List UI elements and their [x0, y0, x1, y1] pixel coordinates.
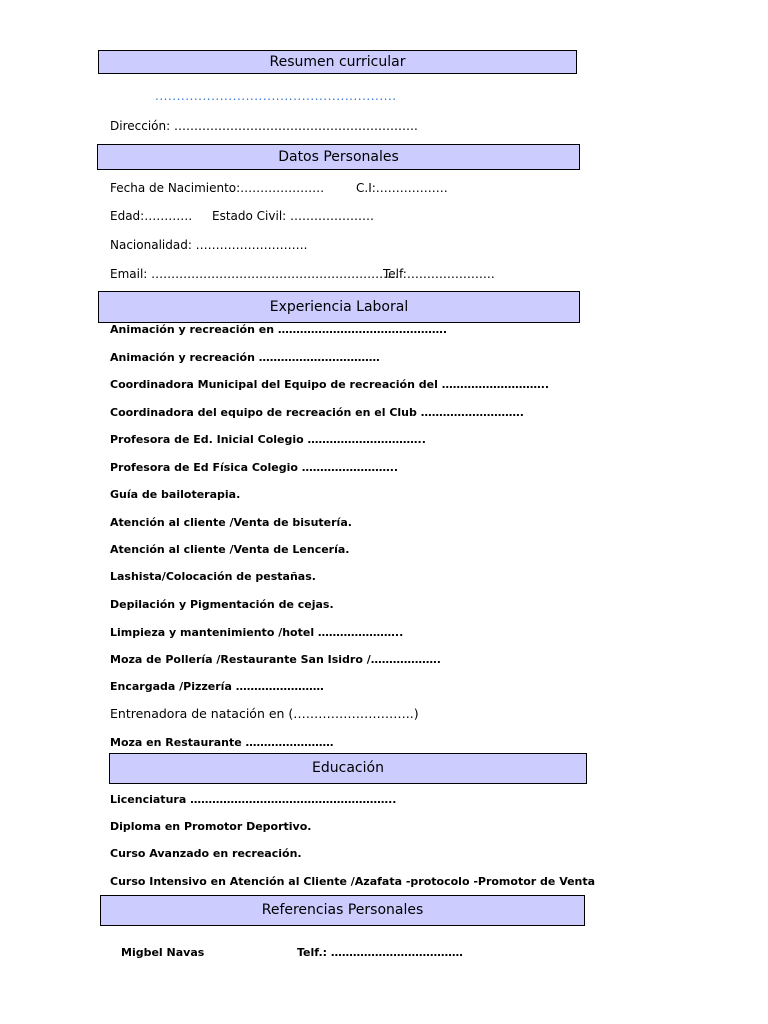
civil-status-field: Estado Civil: ………………… [212, 209, 375, 223]
section-header-personal: Datos Personales [97, 144, 580, 170]
section-header-resumen: Resumen curricular [98, 50, 577, 74]
experience-item: Profesora de Ed. Inicial Colegio ………………………….. [110, 433, 426, 446]
experience-item: Depilación y Pigmentación de cejas. [110, 598, 334, 611]
education-item: Licenciatura ……………………………………………….. [110, 793, 397, 806]
experience-item: Profesora de Ed Física Colegio …………………….. [110, 461, 399, 474]
section-header-references: Referencias Personales [100, 895, 585, 926]
experience-item: Atención al cliente /Venta de Lencería. [110, 543, 350, 556]
education-item: Diploma en Promotor Deportivo. [110, 820, 312, 833]
section-header-education: Educación [109, 753, 587, 784]
experience-item: Moza en Restaurante …………………… [110, 736, 334, 749]
experience-item: Animación y recreación …………………………… [110, 351, 380, 364]
email-field: Email: …………………………………………………….. [110, 267, 399, 281]
phone-field: Telf:…………………. [383, 267, 495, 281]
experience-item: Moza de Pollería /Restaurante San Isidro /………………. [110, 653, 441, 666]
experience-item: Limpieza y mantenimiento /hotel ………………….. [110, 626, 404, 639]
experience-item: Animación y recreación en ………………………………………. [110, 323, 448, 336]
age-field: Edad:………… [110, 209, 193, 223]
experience-item: Entrenadora de natación en (………………………..) [110, 706, 419, 721]
experience-item: Guía de bailoterapia. [110, 488, 241, 501]
name-placeholder: ........................................................ [155, 89, 397, 103]
experience-item: Coordinadora del equipo de recreación en el Club ………………………. [110, 406, 524, 419]
experience-item: Encargada /Pizzería …………………… [110, 680, 324, 693]
address-line: Dirección: ……………………………………………………. [110, 119, 418, 133]
nationality-field: Nacionalidad: ………………………. [110, 238, 308, 252]
education-item: Curso Avanzado en recreación. [110, 847, 302, 860]
experience-item: Coordinadora Municipal del Equipo de recreación del ……………………….. [110, 378, 550, 391]
ci-field: C.I:……………… [356, 181, 448, 195]
experience-item: Lashista/Colocación de pestañas. [110, 570, 316, 583]
birth-date-field: Fecha de Nacimiento:………………… [110, 181, 325, 195]
section-header-experience: Experiencia Laboral [98, 291, 580, 323]
education-item: Curso Intensivo en Atención al Cliente /Azafata -protocolo -Promotor de Venta [110, 875, 596, 888]
reference-phone: Telf.: ……………………………… [297, 946, 463, 959]
experience-item: Atención al cliente /Venta de bisutería. [110, 516, 352, 529]
reference-name: Migbel Navas [121, 946, 205, 959]
